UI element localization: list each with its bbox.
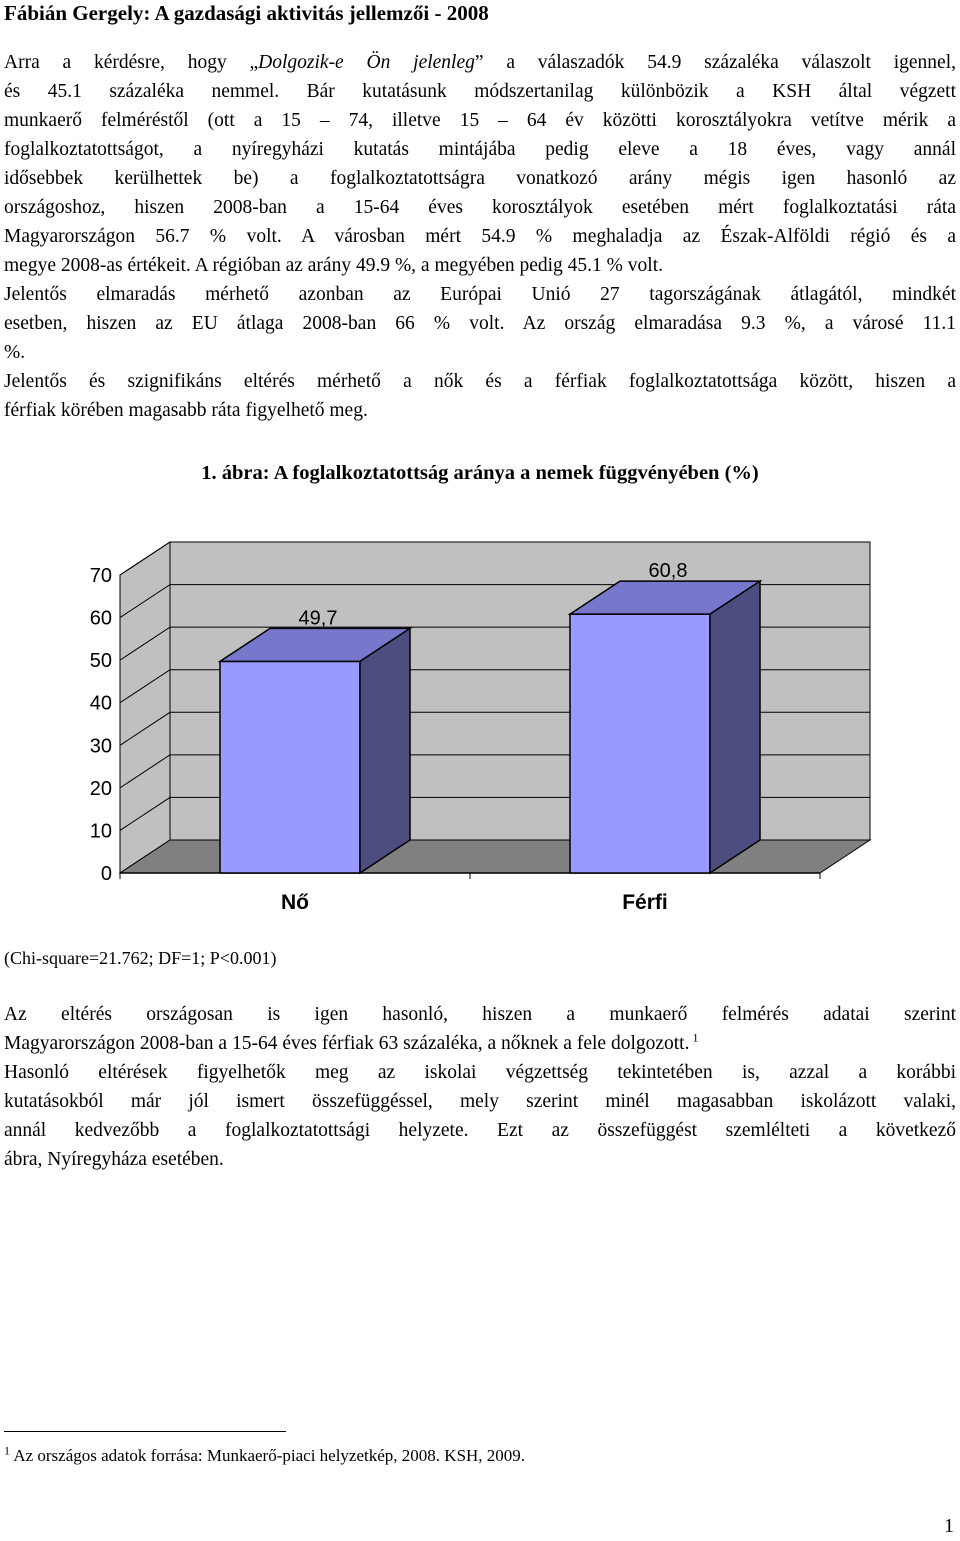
text-line: foglalkoztatottságot, a nyíregyházi kutatás mintájába pedig eleve a 18 éves, vagy annál [4,139,956,160]
text-line: ábra, Nyíregyháza esetében. [4,1149,224,1170]
text-line: Hasonló eltérések figyelhetők meg az iskolai végzettség tekintetében is, azzal a korábbi [4,1062,956,1083]
text-line: Arra a kérdésre, hogy „Dolgozik-e Ön jelenleg” a válaszadók 54.9 százaléka válaszolt igennel, [4,52,956,73]
y-tick-label: 30 [89,735,112,758]
page-number: 1 [944,1515,954,1537]
chart-side-wall [120,542,170,873]
text-line: annál kedvezőbb a foglalkoztatottsági helyzete. Ezt az összefüggést szemlélteti a következő [4,1120,956,1141]
footnote-number: 1 [4,1443,10,1458]
category-label: Férfi [622,891,668,914]
bar-front [570,614,710,873]
text-line: országoshoz, hiszen 2008-ban a 15-64 éves korosztályok esetében mért foglalkoztatási ráta [4,197,956,218]
y-tick-label: 50 [89,650,112,673]
bar-side [710,581,760,873]
data-label: 60,8 [648,560,688,583]
employment-by-gender-chart [0,520,960,920]
page-title: Fábián Gergely: A gazdasági aktivitás jellemzői - 2008 [4,1,489,25]
y-tick-label: 0 [100,863,112,885]
text-line: megye 2008-as értékeit. A régióban az arány 49.9 %, a megyében pedig 45.1 % volt. [4,255,664,276]
data-label: 49,7 [298,607,338,630]
y-tick-label: 70 [89,565,112,587]
figure-caption: 1. ábra: A foglalkoztatottság aránya a nemek függvényében (%) [201,462,759,484]
text-line: idősebbek kerülhettek be) a foglalkoztatottságra vonatkozó arány mégis igen hasonló az [4,168,956,189]
y-tick-label: 20 [89,777,112,800]
bar-front [220,661,360,873]
footnote-text: Az országos adatok forrása: Munkaerő-piaci helyzetkép, 2008. KSH, 2009. [13,1446,526,1465]
category-label: Nő [281,891,309,914]
y-tick-label: 60 [89,607,112,630]
footnote [4,1443,526,1466]
footnote-divider [4,1431,286,1432]
text-line: férfiak körében magasabb ráta figyelhető meg. [4,400,368,421]
text-line: Jelentős elmaradás mérhető azonban az Európai Unió 27 tagországának átlagától, mindkét [4,284,956,305]
y-tick-label: 40 [89,692,112,715]
footnote-reference: 1 [689,1030,699,1045]
text-line: Az eltérés országosan is igen hasonló, hiszen a munkaerő felmérés adatai szerint [4,1004,956,1025]
text-line: esetben, hiszen az EU átlaga 2008-ban 66 % volt. Az ország elmaradása 9.3 %, a városé 11.1 [4,313,956,334]
text-line: Magyarországon 56.7 % volt. A városban mért 54.9 % meghaladja az Észak-Alföldi régió és a [4,226,956,247]
bar-side [360,628,410,873]
y-tick-label: 10 [89,820,112,843]
text-line: Magyarországon 2008-ban a 15-64 éves férfiak 63 százaléka, a nőknek a fele dolgozott. $^1$ [4,1030,699,1054]
chi-square-stats: (Chi-square=21.762; DF=1; P<0.001) [4,948,277,968]
text-line: munkaerő felméréstől (ott a 15 – 74, illetve 15 – 64 év közötti korosztályokra vetítve mérik a [4,110,956,131]
paragraph-employment-rates [4,48,956,425]
text-line: Jelentős és szignifikáns eltérés mérhető a nők és a férfiak foglalkoztatottsága között, hiszen a [4,371,956,392]
text-line: és 45.1 százaléka nemmel. Bár kutatásunk módszertanilag különbözik a KSH által végzett [4,81,956,102]
text-line: %. [4,342,26,363]
text-line: kutatásokból már jól ismert összefüggéssel, mely szerint minél magasabban iskolázott valaki, [4,1091,956,1112]
paragraph-national-comparison [4,1000,956,1174]
